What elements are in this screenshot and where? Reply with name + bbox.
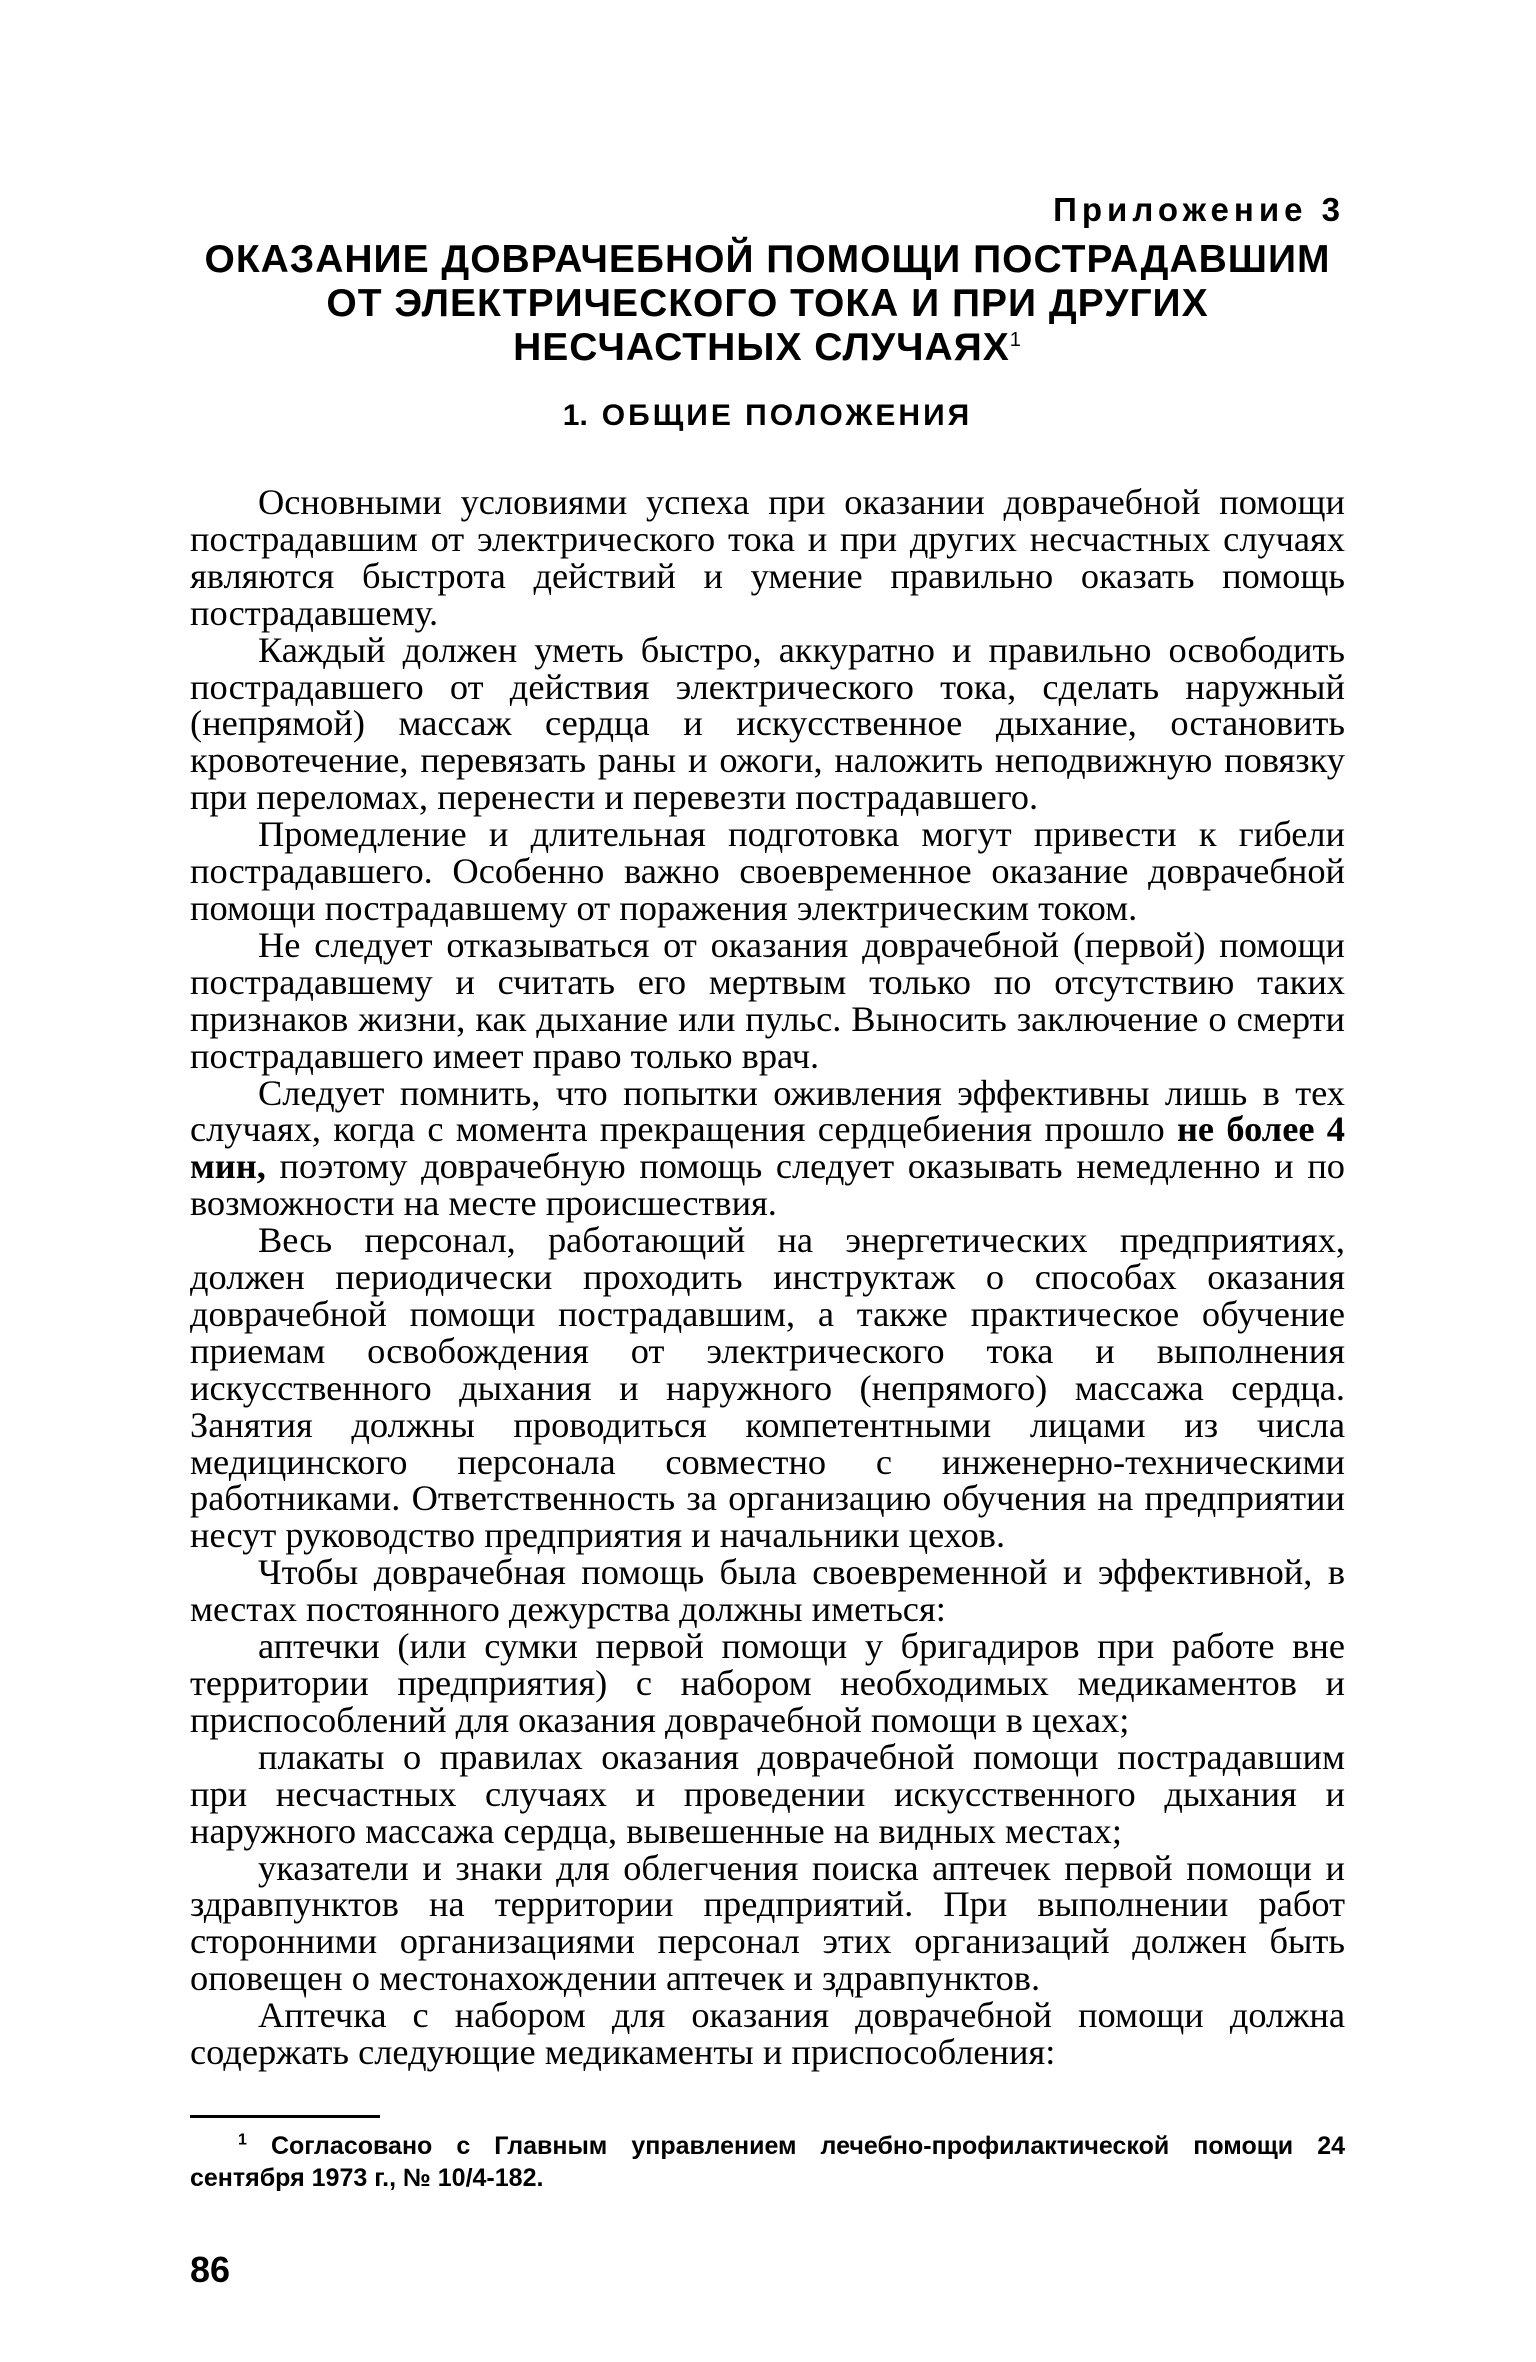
title-line: ОТ ЭЛЕКТРИЧЕСКОГО ТОКА И ПРИ ДРУГИХ — [326, 282, 1209, 325]
list-item: плакаты о правилах оказания доврачебной помощи пострадавшим при несчастных случаях и проведении искусственного дыхания и наружного массажа сердца, вывешенные на видных местах; — [190, 1736, 1345, 1851]
page-number: 86 — [190, 2248, 231, 2290]
paragraph-text: Следует помнить, что попытки оживления эффективны лишь в тех случаях, когда с момента прекращения сердцебиения прошло — [190, 1072, 1345, 1150]
title-line: ОКАЗАНИЕ ДОВРАЧЕБНОЙ ПОМОЩИ ПОСТРАДАВШИМ — [204, 238, 1331, 281]
paragraph: Каждый должен уметь быстро, аккуратно и правильно освободить пострадавшего от действия электрического тока, сделать наружный (непрямой) массаж сердца и искусственное дыхание, остановить кровотечение, перевязать раны и ожоги, наложить неподвижную повязку при переломах, перенести и перевезти пострадавшего. — [190, 629, 1345, 818]
section-number: 1. — [562, 399, 588, 432]
paragraph: Аптечка с набором для оказания доврачебной помощи должна содержать следующие медикаменты и приспособления: — [190, 1995, 1345, 2073]
appendix-label: Приложение 3 — [1053, 191, 1345, 228]
paragraph: Чтобы доврачебная помощь была своевременной и эффективной, в местах постоянного дежурства должны иметься: — [190, 1552, 1345, 1630]
paragraph-with-emphasis — [190, 1072, 1345, 1224]
footnote-text: Согласовано с Главным управлением лечебно-профилактической помощи 24 сентября 1973 г., № 10/4-182. — [190, 2131, 1345, 2192]
title-line-text: НЕСЧАСТНЫХ СЛУЧАЯХ — [513, 326, 1010, 369]
list-item: указатели и знаки для облегчения поиска аптечек первой помощи и здравпунктов на территории предприятий. При выполнении работ сторонними организациями персонал этих организаций должен быть оповещен о местонахождении аптечек и здравпунктов. — [190, 1847, 1345, 1999]
paragraph: Не следует отказываться от оказания доврачебной (первой) помощи пострадавшему и считать его мертвым только по отсутствию таких признаков жизни, как дыхание или пульс. Выносить заключение о смерти пострадавшего имеет право только врач. — [190, 924, 1345, 1076]
section-heading-text: ОБЩИЕ ПОЛОЖЕНИЯ — [601, 399, 973, 432]
paragraph-text: поэтому доврачебную помощь следует оказывать немедленно и по возможности на месте происшествия. — [190, 1146, 1345, 1224]
page-title — [190, 238, 1345, 370]
footnote — [190, 2130, 1345, 2194]
document-page — [190, 190, 1345, 2290]
paragraph: Весь персонал, работающий на энергетических предприятиях, должен периодически проходить инструктаж о способах оказания доврачебной помощи пострадавшим, а также практическое обучение приемам освобождения от электрического тока и выполнения искусственного дыхания и наружного (непрямого) массажа сердца. Занятия должны проводиться компетентными лицами из числа медицинского персонала совместно с инженерно-техническими работниками. Ответственность за организацию обучения на предприятии несут руководство предприятия и начальники цехов. — [190, 1220, 1345, 1556]
section-heading — [190, 398, 1345, 434]
title-line-last — [190, 326, 1345, 370]
paragraph: Основными условиями успеха при оказании доврачебной помощи пострадавшим от электрического тока и при других несчастных случаях являются быстрота действий и умение правильно оказать помощь пострадавшему. — [190, 482, 1345, 633]
body-text — [190, 484, 1345, 2071]
footnote-marker: 1 — [238, 2131, 247, 2149]
title-footnote-marker: 1 — [1009, 329, 1022, 351]
emphasis-text: не более 4 мин, — [190, 1109, 1345, 1187]
paragraph: Промедление и длительная подготовка могут привести к гибели пострадавшего. Особенно важно своевременное оказание доврачебной помощи пострадавшему от поражения электрическим током. — [190, 814, 1345, 928]
footnote-divider — [190, 2115, 380, 2118]
list-item: аптечки (или сумки первой помощи у бригадиров при работе вне территории предприятия) с набором необходимых медикаментов и приспособлений для оказания доврачебной помощи в цехах; — [190, 1626, 1345, 1740]
